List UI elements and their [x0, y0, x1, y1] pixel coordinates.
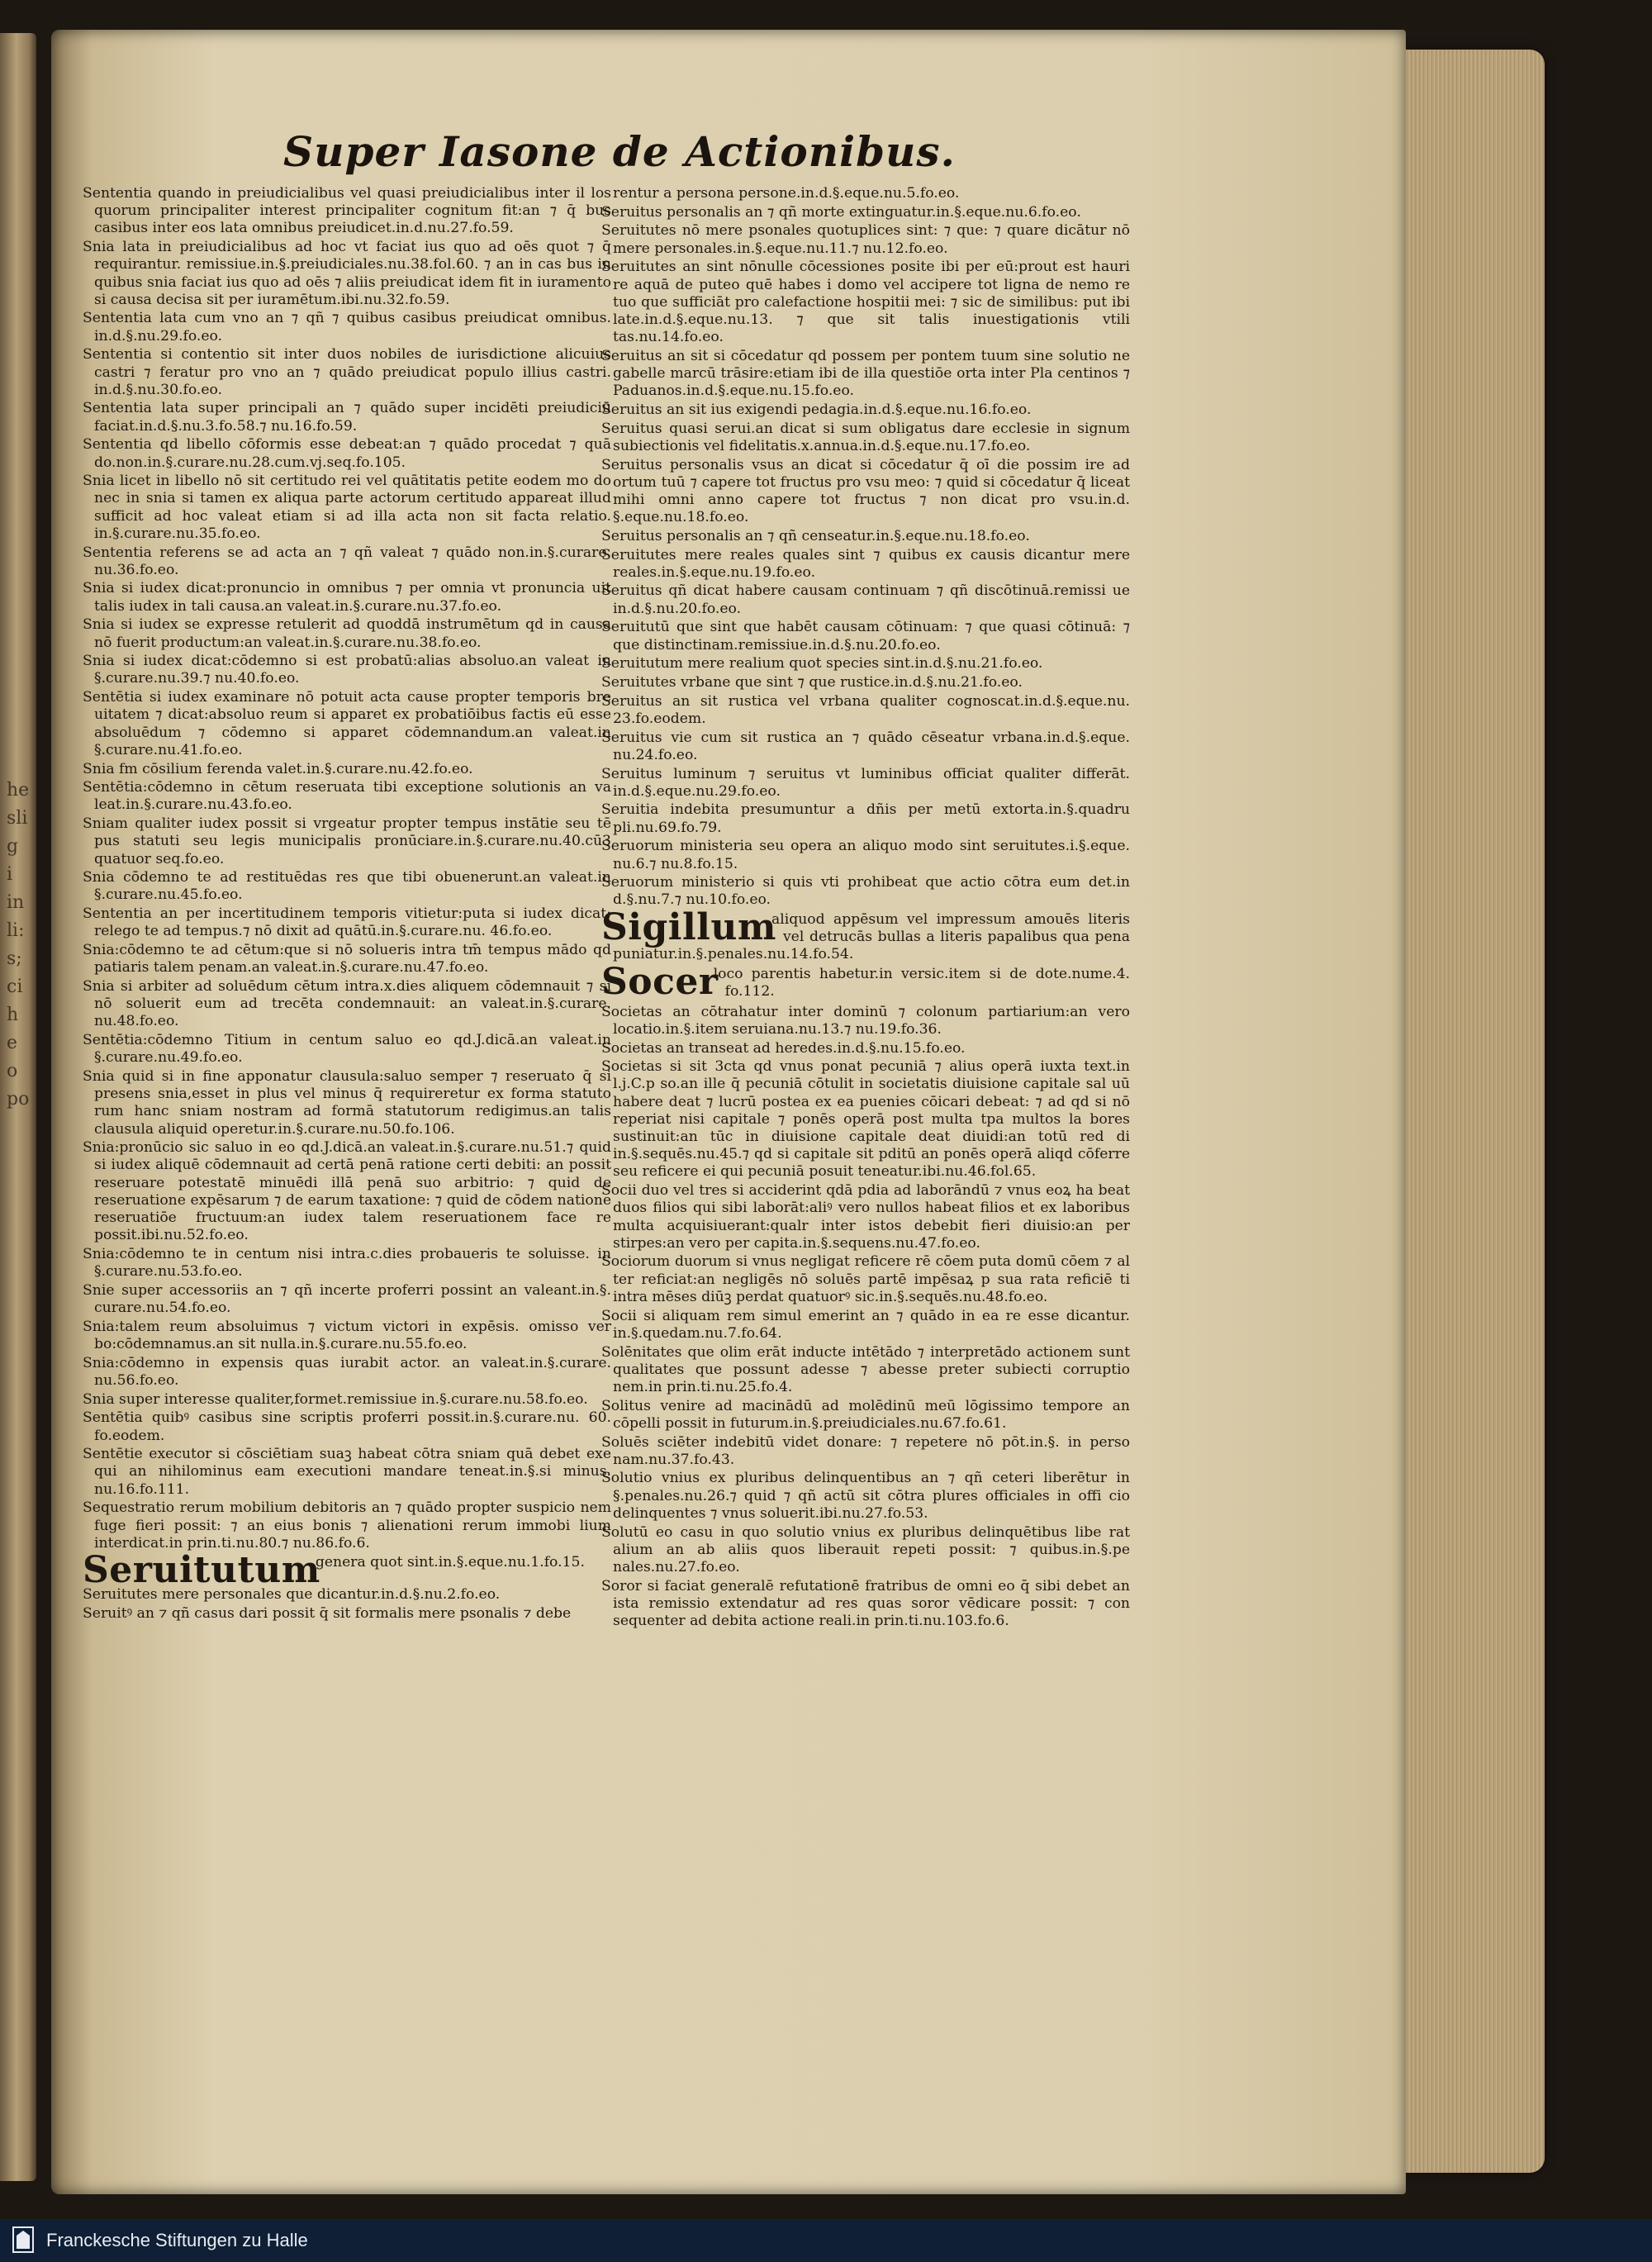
index-entry: Snia licet in libello nō sit certitudo rei vel quātitatis petite eodem mo do nec in snia si tamen ex aliqua parte actorum certitudo appareat illud sufficit ad hoc valeat etiam si ad illa acta non sit facta relatio. in.§.curare.nu.35.fo.eo. — [83, 473, 611, 542]
index-entry: Snia:cōdemno in expensis quas iurabit actor. an valeat.in.§.curare. nu.56.fo.eo. — [83, 1354, 611, 1389]
index-entry: Snia:cōdemno te in centum nisi intra.c.dies probaueris te soluisse. in §.curare.nu.53.fo.eo. — [83, 1245, 611, 1281]
index-entry: Seruitus an sit si cōcedatur qd possem per pontem tuum sine solutio ne gabelle marcū trāsire:etiam ibi de illa questiōe orta inter Pla centinos ⁊ Paduanos.in.d.§.eque.nu.15.fo.eo. — [601, 347, 1130, 400]
index-entry: Snia si iudex se expresse retulerit ad quoddā instrumētum qd in causa nō fuerit productum:an valeat.in.§.curare.nu.38.fo.eo. — [83, 616, 611, 651]
index-entry: Seruitus quasi serui.an dicat si sum obligatus dare ecclesie in signum subiectionis vel fidelitatis.x.annua.in.d.§.eque.nu.17.fo.eo. — [601, 420, 1130, 454]
margin-fragment: i — [7, 864, 13, 885]
index-headword: Socer — [601, 961, 719, 1004]
index-entry: Seruitus personalis vsus an dicat si cōcedatur q̄ oī die possim ire ad ortum tuū ⁊ capere tot fructus pro vsu meo: ⁊ quid si cōcedatur q̄ liceat mihi omni anno capere tot fructus ⁊ non dicat pro vsu.in.d. §.eque.nu.18.fo.eo. — [601, 456, 1130, 526]
index-entry: Societas an transeat ad heredes.in.d.§.nu.15.fo.eo. — [601, 1039, 966, 1057]
index-entry: Sententia referens se ad acta an ⁊ qñ valeat ⁊ quādo non.in.§.curare. nu.36.fo.eo. — [83, 544, 611, 578]
index-entry: rentur a persona persone.in.d.§.eque.nu.5.fo.eo. — [613, 185, 960, 202]
index-entry: Solēnitates que olim erāt inducte intētādo ⁊ interpretādo actionem sunt qualitates que possunt adesse ⁊ abesse preter subiecti corruptio nem.in prin.ti.nu.25.fo.4. — [601, 1343, 1130, 1395]
index-entry: Seruitus qñ dicat habere causam continuam ⁊ qñ discōtinuā.remissi ue in.d.§.nu.20.fo.eo. — [601, 582, 1130, 617]
index-entry: Sentētia quibꝰ casibus sine scriptis proferri possit.in.§.curare.nu. 60. fo.eodem. — [83, 1409, 611, 1444]
index-entry: Soror si faciat generalē refutationē fratribus de omni eo q̄ sibi debet an ista remissio extendatur ad res quas soror vēdicare possit: ⁊ con sequenter ad debita actione reali.in prin.ti.nu.103.fo.6. — [601, 1577, 1130, 1630]
index-entry: Societas si sit 3cta qd vnus ponat pecuniā ⁊ alius operā iuxta text.in l.j.C.p so.an ille q̄ pecuniā cōtulit in societatis diuisione capitale sal uū habere deat ⁊ lucrū postea ex ea puenies cōicari debeat: ⁊ ad qd si nō reperiat nisi capitale ⁊ ponēs operā post multa tpa multos la bores sustinuit:an tūc in diuisione capitale deat diuidi:an totū red di in.§.sequēs.nu.45.⁊ qd si capitale sit pditū an ponēs operā aliqd cōferre seu reficere ei qui pecuniā posuit teneatur.ibi.nu.46.fol.65. — [601, 1058, 1130, 1181]
index-entry: Sentētia:cōdemno Titium in centum saluo eo qd.J.dicā.an valeat.in §.curare.nu.49.fo.eo. — [83, 1032, 611, 1067]
index-entry: Snia lata in preiudicialibus ad hoc vt faciat ius quo ad oēs quot ⁊ q̄ requirantur. remissiue.in.§.preiudiciales.nu.38.fol.60. ⁊ an in cas bus in quibus snia faciat ius quo ad oēs ⁊ aliis preiudicat idem fit in iuramento si causa decisa sit per iuramētum.ibi.nu.32.fo.59. — [83, 239, 611, 308]
footer-bar — [0, 2219, 1652, 2262]
index-entry: Seruitꝰ an ⁊ qñ casus dari possit q̄ sit formalis mere psonalis ⁊ debe — [83, 1604, 572, 1622]
index-entry: Sententia lata super principali an ⁊ quādo super incidēti preiudiciū faciat.in.d.§.nu.3.fo.58.⁊ nu.16.fo.59. — [83, 400, 611, 435]
index-entry: Sententia lata cum vno an ⁊ qñ ⁊ quibus casibus preiudicat omnibus. in.d.§.nu.29.fo.eo. — [83, 310, 611, 345]
index-heading-entry — [601, 905, 1130, 964]
index-headword: Sigillum — [601, 905, 776, 948]
margin-fragment: ci — [7, 977, 23, 997]
index-heading-entry — [83, 1548, 611, 1591]
institution-logo-icon — [12, 2226, 35, 2255]
footer-institution-name: Franckesche Stiftungen zu Halle — [46, 2230, 308, 2250]
index-entry: Seruitutes nō mere psonales quotuplices sint: ⁊ que: ⁊ quare dicātur nō mere personales.in.§.eque.nu.11.⁊ nu.12.fo.eo. — [601, 222, 1130, 257]
index-entry: Sententia quando in preiudicialibus vel quasi preiudicialibus inter il los quorum principaliter interest principaliter cognitum fit:an ⁊ q̄ bus casibus inter eos lata omnibus preiudicet.in.d.nu.27.fo.59. — [83, 185, 611, 237]
index-entry: Snia cōdemno te ad restituēdas res que tibi obuenerunt.an valeat.in §.curare.nu.45.fo.eo. — [83, 869, 611, 904]
index-entry: Sniam qualiter iudex possit si vrgeatur propter tempus instātie seu tē pus statuti seu legis municipalis pronūciare.in.§.curare.nu.40.cū3 quatuor seq.fo.eo. — [83, 815, 611, 867]
facing-page-edge — [0, 33, 36, 2181]
index-entry: Sentētia:cōdemno in cētum reseruata tibi exceptione solutionis an va leat.in.§.curare.nu.43.fo.eo. — [83, 779, 611, 814]
index-entry: Seruitutum mere realium quot species sint.in.d.§.nu.21.fo.eo. — [601, 655, 1043, 672]
index-entry: Seruitus luminum ⁊ seruitus vt luminibus officiat qualiter differāt. in.d.§.eque.nu.29.fo.eo. — [601, 765, 1130, 800]
index-entry: Sequestratio rerum mobilium debitoris an ⁊ quādo propter suspicio nem fuge fieri possit: ⁊ an eius bonis ⁊ alienationi rerum immobi lium interdicat.in prin.ti.nu.80.⁊ nu.86.fo.6. — [83, 1499, 611, 1552]
index-entry-text: genera quot sint.in.§.eque.nu.1.fo.15. — [315, 1553, 585, 1571]
index-entry: Solutū eo casu in quo solutio vnius ex pluribus delinquētibus libe rat alium an ab aliis quos liberauit repeti possit: ⁊ quibus.in.§.pe nales.nu.27.fo.eo. — [601, 1523, 1130, 1575]
index-entry: Sentētia si iudex examinare nō potuit acta cause propter temporis bre uitatem ⁊ dicat:absoluo reum si apparet ex probatiōibus factis eū esse absoluēdum ⁊ cōdemno si apparet cōdemnandum.an valeat.in §.curare.nu.41.fo.eo. — [83, 689, 611, 758]
index-entry-text: aliquod appēsum vel impressum amouēs literis vel detrucās bullas a literis papalibus qua pena puniatur.in.§.penales.nu.14.fo.54. — [613, 910, 1130, 963]
index-entry: Seruitus personalis an ⁊ qñ morte extinguatur.in.§.eque.nu.6.fo.eo. — [601, 203, 1081, 221]
index-entry: Seruitutū que sint que habēt causam cōtinuam: ⁊ que quasi cōtinuā: ⁊ que distinctinam.remissiue.in.d.§.nu.20.fo.eo. — [601, 619, 1130, 653]
index-entry: Snia:cōdemno te ad cētum:que si nō solueris intra tm̄ tempus mādo qd patiaris talem penam.an valeat.in.§.curare.nu.47.fo.eo. — [83, 942, 611, 977]
index-entry: Snia si iudex dicat:pronuncio in omnibus ⁊ per omnia vt pronuncia uit talis iudex in tali causa.an valeat.in.§.curare.nu.37.fo.eo. — [83, 580, 611, 615]
index-entry: Sentētie executor si cōsciētiam suaꝫ habeat cōtra sniam quā debet exe qui an nihilominus eam executioni mandare teneat.in.§.si minus. nu.16.fo.111. — [83, 1446, 611, 1498]
book-page-edges — [1404, 50, 1545, 2173]
index-entry: Sociorum duorum si vnus negligat reficere rē cōem puta domū cōem ⁊ al ter reficiat:an negligēs nō soluēs partē impēsaꝝ p sua rata reficiē ti intra mēses diūꝫ perdat quatuorꝰ sic.in.§.sequēs.nu.48.fo.eo. — [601, 1253, 1130, 1305]
index-entry: Sententia si contentio sit inter duos nobiles de iurisdictione alicuius castri ⁊ feratur pro vno an ⁊ quādo preiudicat populo illius castri. in.d.§.nu.30.fo.eo. — [83, 346, 611, 398]
index-entry: Socii duo vel tres si acciderint qdā pdia ad laborāndū ⁊ vnus eoꝝ ha beat duos filios qui sibi laborāt:aliꝰ vero nullos habeat filios et ex laboribus multa acquisiuerant:qualr inter istos debebit fieri diuisio:an per stirpes:an vero per capita.in.§.sequens.nu.47.fo.eo. — [601, 1182, 1130, 1252]
margin-fragment: g — [7, 836, 19, 857]
index-entry: Sententia qd libello cōformis esse debeat:an ⁊ quādo procedat ⁊ quā do.non.in.§.curare.nu.28.cum.vj.seq.fo.105. — [83, 436, 611, 471]
margin-fragment: e — [7, 1033, 18, 1053]
index-entry: Snia:talem reum absoluimus ⁊ victum victori in expēsis. omisso ver bo:cōdemnamus.an sit nulla.in.§.curare.nu.55.fo.eo. — [83, 1318, 611, 1352]
index-entry: Seruitus vie cum sit rustica an ⁊ quādo cēseatur vrbana.in.d.§.eque. nu.24.fo.eo. — [601, 729, 1130, 763]
margin-fragment: o — [7, 1061, 18, 1081]
index-entry: Seruorum ministerio si quis vti prohibeat que actio cōtra eum det.in d.§.nu.7.⁊ nu.10.fo.eo. — [601, 874, 1130, 909]
margin-fragment: sli — [7, 808, 28, 829]
index-column-left — [83, 185, 611, 1623]
index-entry: Seruitutes mere reales quales sint ⁊ quibus ex causis dicantur mere reales.in.§.eque.nu.19.fo.eo. — [601, 546, 1130, 581]
index-heading-entry — [601, 961, 1130, 1004]
index-entry: Seruorum ministeria seu opera an aliquo modo sint seruitutes.i.§.eque. nu.6.⁊ nu.8.fo.15. — [601, 838, 1130, 872]
index-entry: Snia super interesse qualiter,formet.remissiue in.§.curare.nu.58.fo.eo. — [83, 1390, 588, 1408]
margin-fragment: po — [7, 1089, 30, 1110]
index-entry: Soluēs sciēter indebitū videt donare: ⁊ repetere nō pōt.in.§. in perso nam.nu.37.fo.43. — [601, 1433, 1130, 1468]
margin-fragment: li: — [7, 920, 25, 941]
margin-fragment: in — [7, 892, 25, 913]
index-entry: Snia quid si in fine apponatur clausula:saluo semper ⁊ reseruato q̄ si presens snia,esset in plus vel minus q̄ requireretur ex forma statuto rum hanc sniam nostram ad formā statutorum redigimus.an talis clausula aliquid operetur.in.§.curare.nu.50.fo.106. — [83, 1067, 611, 1138]
index-entry: Seruitia indebita presumuntur a dñis per metū extorta.in.§.quadru pli.nu.69.fo.79. — [601, 801, 1130, 836]
index-entry: Snia si arbiter ad soluēdum cētum intra.x.dies aliquem cōdemnauit ⁊ si nō soluerit eum ad trecēta condemnauit: an valeat.in.§.curare. nu.48.fo.eo. — [83, 977, 611, 1030]
index-entry: Snia si iudex dicat:cōdemno si est probatū:alias absoluo.an valeat in §.curare.nu.39.⁊ nu.40.fo.eo. — [83, 653, 611, 687]
index-column-right — [601, 185, 1130, 1632]
running-header — [283, 122, 956, 180]
index-entry: Seruitus an sit rustica vel vrbana qualiter cognoscat.in.d.§.eque.nu. 23.fo.eodem. — [601, 692, 1130, 727]
index-entry: Socii si aliquam rem simul emerint an ⁊ quādo in ea re esse dicantur. in.§.quedam.nu.7.fo.64. — [601, 1307, 1130, 1342]
index-entry: Seruitus an sit ius exigendi pedagia.in.d.§.eque.nu.16.fo.eo. — [601, 401, 1032, 418]
running-title: Super Iasone de Actionibus. — [283, 126, 956, 176]
index-entry: Societas an cōtrahatur inter dominū ⁊ colonum partiarium:an vero locatio.in.§.item seruiana.nu.13.⁊ nu.19.fo.36. — [601, 1003, 1130, 1038]
index-entry: Seruitus personalis an ⁊ qñ censeatur.in.§.eque.nu.18.fo.eo. — [601, 527, 1030, 544]
index-entry: Seruitutes an sint nōnulle cōcessiones posite ibi per eū:prout est hauri re aquā de puteo quē habes i domo vel accipere tot ligna de nemo re tuo que sufficiāt pro calefactione hospitii mei: ⁊ sic de similibus: put ibi late.in.d.§.eque.nu.13. ⁊ que sit talis inuestigationis vtili tas.nu.14.fo.eo. — [601, 259, 1130, 346]
margin-fragment: he — [7, 780, 30, 801]
index-entry: Snie super accessoriis an ⁊ qñ incerte proferri possint an valeant.in.§. curare.nu.54.fo.eo. — [83, 1281, 611, 1317]
index-entry: Seruitutes mere personales que dicantur.in.d.§.nu.2.fo.eo. — [83, 1585, 501, 1603]
margin-fragment: s; — [7, 948, 22, 969]
margin-fragment: h — [7, 1005, 19, 1025]
index-entry: Snia fm cōsilium ferenda valet.in.§.curare.nu.42.fo.eo. — [83, 760, 473, 777]
index-entry: Sententia an per incertitudinem temporis vitietur:puta si iudex dicat: relego te ad tempus.⁊ nō dixit ad quātū.in.§.curare.nu. 46.fo.eo. — [83, 905, 611, 940]
index-entry: Solitus venire ad macinādū ad molēdinū meū lōgissimo tempore an cōpelli possit in futurum.in.§.preiudiciales.nu.67.fo.61. — [601, 1397, 1130, 1432]
index-entry-text: loco parentis habetur.in versic.item si de dote.nume.4. fo.112. — [713, 966, 1130, 1000]
index-entry: Seruitutes vrbane que sint ⁊ que rustice.in.d.§.nu.21.fo.eo. — [601, 673, 1023, 691]
facing-page-margin-letters — [7, 777, 31, 1114]
index-entry: Solutio vnius ex pluribus delinquentibus an ⁊ qñ ceteri liberētur in §.penales.nu.26.⁊ quid ⁊ qñ actū sit cōtra plures officiales in offi cio delinquentes ⁊ vnus soluerit.ibi.nu.27.fo.53. — [601, 1470, 1130, 1522]
index-entry: Snia:pronūcio sic saluo in eo qd.J.dicā.an valeat.in.§.curare.nu.51.⁊ quid si iudex aliquē cōdemnauit ad certā penā ratione certi debiti: an possit reseruare potestatē minuēdi illā penā suo arbitrio: ⁊ quid de reseruatione expēsarum ⁊ de earum taxatione: ⁊ quid de cōdem natione reseruatiōe fructuum:an iudex talem reseruationem face re possit.ibi.nu.52.fo.eo. — [83, 1139, 611, 1244]
index-headword: Seruitutum — [83, 1548, 320, 1591]
